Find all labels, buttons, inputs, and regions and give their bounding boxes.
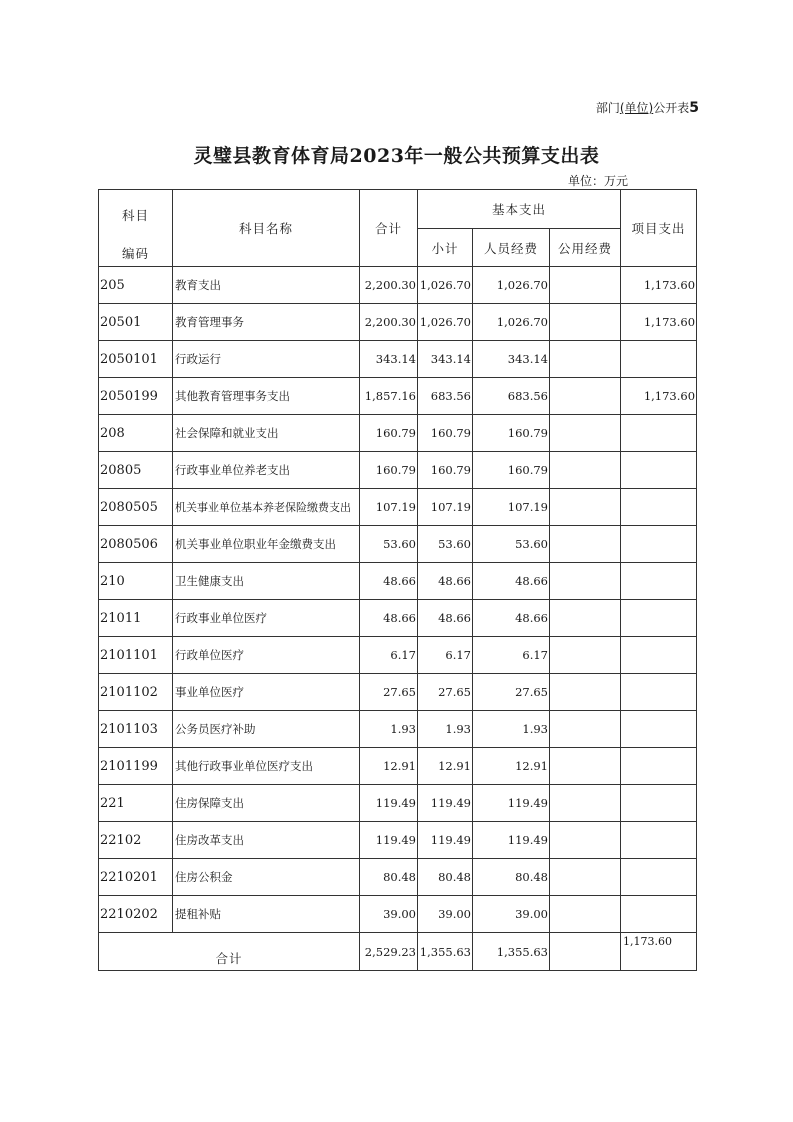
- cell-public: [550, 267, 621, 304]
- cell-subtotal: 160.79: [418, 452, 473, 489]
- totals-label: 合计: [99, 933, 360, 971]
- cell-project: [621, 674, 697, 711]
- header-subtotal: 小计: [418, 229, 473, 267]
- cell-personnel: 160.79: [473, 452, 550, 489]
- cell-project: [621, 748, 697, 785]
- header-code-line2: 编码: [121, 246, 149, 261]
- cell-public: [550, 489, 621, 526]
- cell-code: 2210202: [99, 896, 173, 933]
- cell-personnel: 343.14: [473, 341, 550, 378]
- totals-total: 2,529.23: [360, 933, 418, 971]
- cell-subtotal: 683.56: [418, 378, 473, 415]
- cell-project: [621, 859, 697, 896]
- cell-code: 221: [99, 785, 173, 822]
- cell-personnel: 119.49: [473, 822, 550, 859]
- cell-name: 事业单位医疗: [173, 674, 360, 711]
- cell-code: 205: [99, 267, 173, 304]
- cell-project: [621, 896, 697, 933]
- cell-name: 教育管理事务: [173, 304, 360, 341]
- cell-public: [550, 637, 621, 674]
- cell-project: [621, 600, 697, 637]
- cell-public: [550, 600, 621, 637]
- table-row: [99, 526, 697, 563]
- cell-public: [550, 378, 621, 415]
- cell-code: 2210201: [99, 859, 173, 896]
- cell-public: [550, 748, 621, 785]
- cell-subtotal: 343.14: [418, 341, 473, 378]
- table-row: [99, 415, 697, 452]
- cell-personnel: 1.93: [473, 711, 550, 748]
- cell-name: 公务员医疗补助: [173, 711, 360, 748]
- header-row-1: [99, 190, 697, 229]
- cell-personnel: 27.65: [473, 674, 550, 711]
- totals-project: 1,173.60: [621, 933, 697, 971]
- totals-public: [550, 933, 621, 971]
- cell-subtotal: 27.65: [418, 674, 473, 711]
- cell-name: 住房改革支出: [173, 822, 360, 859]
- cell-personnel: 80.48: [473, 859, 550, 896]
- cell-subtotal: 107.19: [418, 489, 473, 526]
- cell-code: 208: [99, 415, 173, 452]
- cell-name: 行政事业单位医疗: [173, 600, 360, 637]
- cell-code: 2101103: [99, 711, 173, 748]
- cell-name: 社会保障和就业支出: [173, 415, 360, 452]
- form-prefix: 部门: [595, 101, 620, 115]
- cell-total: 48.66: [360, 600, 418, 637]
- cell-total: 1.93: [360, 711, 418, 748]
- cell-subtotal: 160.79: [418, 415, 473, 452]
- cell-total: 107.19: [360, 489, 418, 526]
- cell-code: 2101102: [99, 674, 173, 711]
- cell-project: [621, 637, 697, 674]
- cell-code: 2080505: [99, 489, 173, 526]
- unit-label: 单位：万元: [568, 174, 629, 188]
- cell-total: 12.91: [360, 748, 418, 785]
- cell-subtotal: 48.66: [418, 563, 473, 600]
- cell-project: 1,173.60: [621, 267, 697, 304]
- cell-personnel: 1,026.70: [473, 304, 550, 341]
- cell-name: 提租补贴: [173, 896, 360, 933]
- table-row: [99, 378, 697, 415]
- cell-project: [621, 711, 697, 748]
- table-row: [99, 859, 697, 896]
- cell-total: 2,200.30: [360, 267, 418, 304]
- cell-total: 6.17: [360, 637, 418, 674]
- cell-subtotal: 119.49: [418, 785, 473, 822]
- cell-personnel: 6.17: [473, 637, 550, 674]
- cell-total: 80.48: [360, 859, 418, 896]
- header-total: 合计: [360, 190, 418, 267]
- cell-name: 卫生健康支出: [173, 563, 360, 600]
- cell-total: 1,857.16: [360, 378, 418, 415]
- cell-public: [550, 822, 621, 859]
- cell-project: [621, 785, 697, 822]
- header-basic: 基本支出: [418, 190, 621, 229]
- cell-public: [550, 341, 621, 378]
- cell-personnel: 39.00: [473, 896, 550, 933]
- cell-total: 27.65: [360, 674, 418, 711]
- cell-name: 机关事业单位基本养老保险缴费支出: [173, 489, 360, 526]
- table-row: [99, 600, 697, 637]
- table-row: [99, 748, 697, 785]
- cell-code: 21011: [99, 600, 173, 637]
- table-row: [99, 563, 697, 600]
- cell-personnel: 48.66: [473, 563, 550, 600]
- table-row: [99, 896, 697, 933]
- cell-subtotal: 39.00: [418, 896, 473, 933]
- cell-project: [621, 452, 697, 489]
- cell-total: 53.60: [360, 526, 418, 563]
- table-row: [99, 341, 697, 378]
- table-row: [99, 452, 697, 489]
- table-row: [99, 637, 697, 674]
- cell-total: 160.79: [360, 452, 418, 489]
- cell-project: [621, 526, 697, 563]
- form-number: 5: [689, 100, 699, 116]
- cell-code: 20805: [99, 452, 173, 489]
- cell-project: [621, 489, 697, 526]
- cell-public: [550, 415, 621, 452]
- cell-code: 2050199: [99, 378, 173, 415]
- table-row: [99, 304, 697, 341]
- cell-code: 20501: [99, 304, 173, 341]
- table-row: [99, 674, 697, 711]
- cell-total: 119.49: [360, 785, 418, 822]
- header-personnel: 人员经费: [473, 229, 550, 267]
- cell-subtotal: 80.48: [418, 859, 473, 896]
- cell-project: [621, 822, 697, 859]
- cell-public: [550, 859, 621, 896]
- header-project: 项目支出: [621, 190, 697, 267]
- form-unit: (单位): [619, 101, 654, 115]
- cell-subtotal: 1,026.70: [418, 267, 473, 304]
- cell-name: 行政事业单位养老支出: [173, 452, 360, 489]
- cell-public: [550, 674, 621, 711]
- cell-subtotal: 119.49: [418, 822, 473, 859]
- cell-personnel: 1,026.70: [473, 267, 550, 304]
- cell-total: 2,200.30: [360, 304, 418, 341]
- table-row: [99, 267, 697, 304]
- cell-subtotal: 12.91: [418, 748, 473, 785]
- cell-code: 2050101: [99, 341, 173, 378]
- cell-public: [550, 711, 621, 748]
- cell-personnel: 48.66: [473, 600, 550, 637]
- cell-code: 2101199: [99, 748, 173, 785]
- cell-total: 119.49: [360, 822, 418, 859]
- cell-total: 343.14: [360, 341, 418, 378]
- totals-personnel: 1,355.63: [473, 933, 550, 971]
- form-suffix: 公开表: [653, 101, 690, 115]
- cell-subtotal: 1.93: [418, 711, 473, 748]
- cell-public: [550, 785, 621, 822]
- form-number-label: [560, 99, 700, 116]
- page-title: 灵璧县教育体育局2023年一般公共预算支出表: [193, 145, 600, 167]
- cell-public: [550, 526, 621, 563]
- cell-project: [621, 415, 697, 452]
- cell-public: [550, 563, 621, 600]
- budget-table: [98, 189, 697, 971]
- cell-name: 其他教育管理事务支出: [173, 378, 360, 415]
- cell-project: 1,173.60: [621, 304, 697, 341]
- totals-row: [99, 933, 697, 971]
- cell-personnel: 12.91: [473, 748, 550, 785]
- cell-public: [550, 896, 621, 933]
- cell-name: 其他行政事业单位医疗支出: [173, 748, 360, 785]
- cell-subtotal: 6.17: [418, 637, 473, 674]
- cell-code: 2080506: [99, 526, 173, 563]
- cell-personnel: 119.49: [473, 785, 550, 822]
- cell-project: [621, 341, 697, 378]
- cell-project: [621, 563, 697, 600]
- cell-subtotal: 1,026.70: [418, 304, 473, 341]
- cell-public: [550, 304, 621, 341]
- cell-name: 教育支出: [173, 267, 360, 304]
- cell-personnel: 160.79: [473, 415, 550, 452]
- cell-total: 39.00: [360, 896, 418, 933]
- cell-name: 行政运行: [173, 341, 360, 378]
- totals-subtotal: 1,355.63: [418, 933, 473, 971]
- cell-subtotal: 48.66: [418, 600, 473, 637]
- cell-name: 住房保障支出: [173, 785, 360, 822]
- cell-personnel: 683.56: [473, 378, 550, 415]
- cell-name: 行政单位医疗: [173, 637, 360, 674]
- cell-total: 160.79: [360, 415, 418, 452]
- table-row: [99, 822, 697, 859]
- header-public: 公用经费: [550, 229, 621, 267]
- cell-code: 22102: [99, 822, 173, 859]
- cell-public: [550, 452, 621, 489]
- table-row: [99, 711, 697, 748]
- table-row: [99, 785, 697, 822]
- cell-subtotal: 53.60: [418, 526, 473, 563]
- cell-name: 机关事业单位职业年金缴费支出: [173, 526, 360, 563]
- cell-personnel: 53.60: [473, 526, 550, 563]
- cell-code: 2101101: [99, 637, 173, 674]
- cell-total: 48.66: [360, 563, 418, 600]
- header-code: [99, 190, 173, 267]
- header-code-line1: 科目: [121, 208, 149, 223]
- table-row: [99, 489, 697, 526]
- cell-project: 1,173.60: [621, 378, 697, 415]
- cell-code: 210: [99, 563, 173, 600]
- cell-personnel: 107.19: [473, 489, 550, 526]
- header-name: 科目名称: [173, 190, 360, 267]
- cell-name: 住房公积金: [173, 859, 360, 896]
